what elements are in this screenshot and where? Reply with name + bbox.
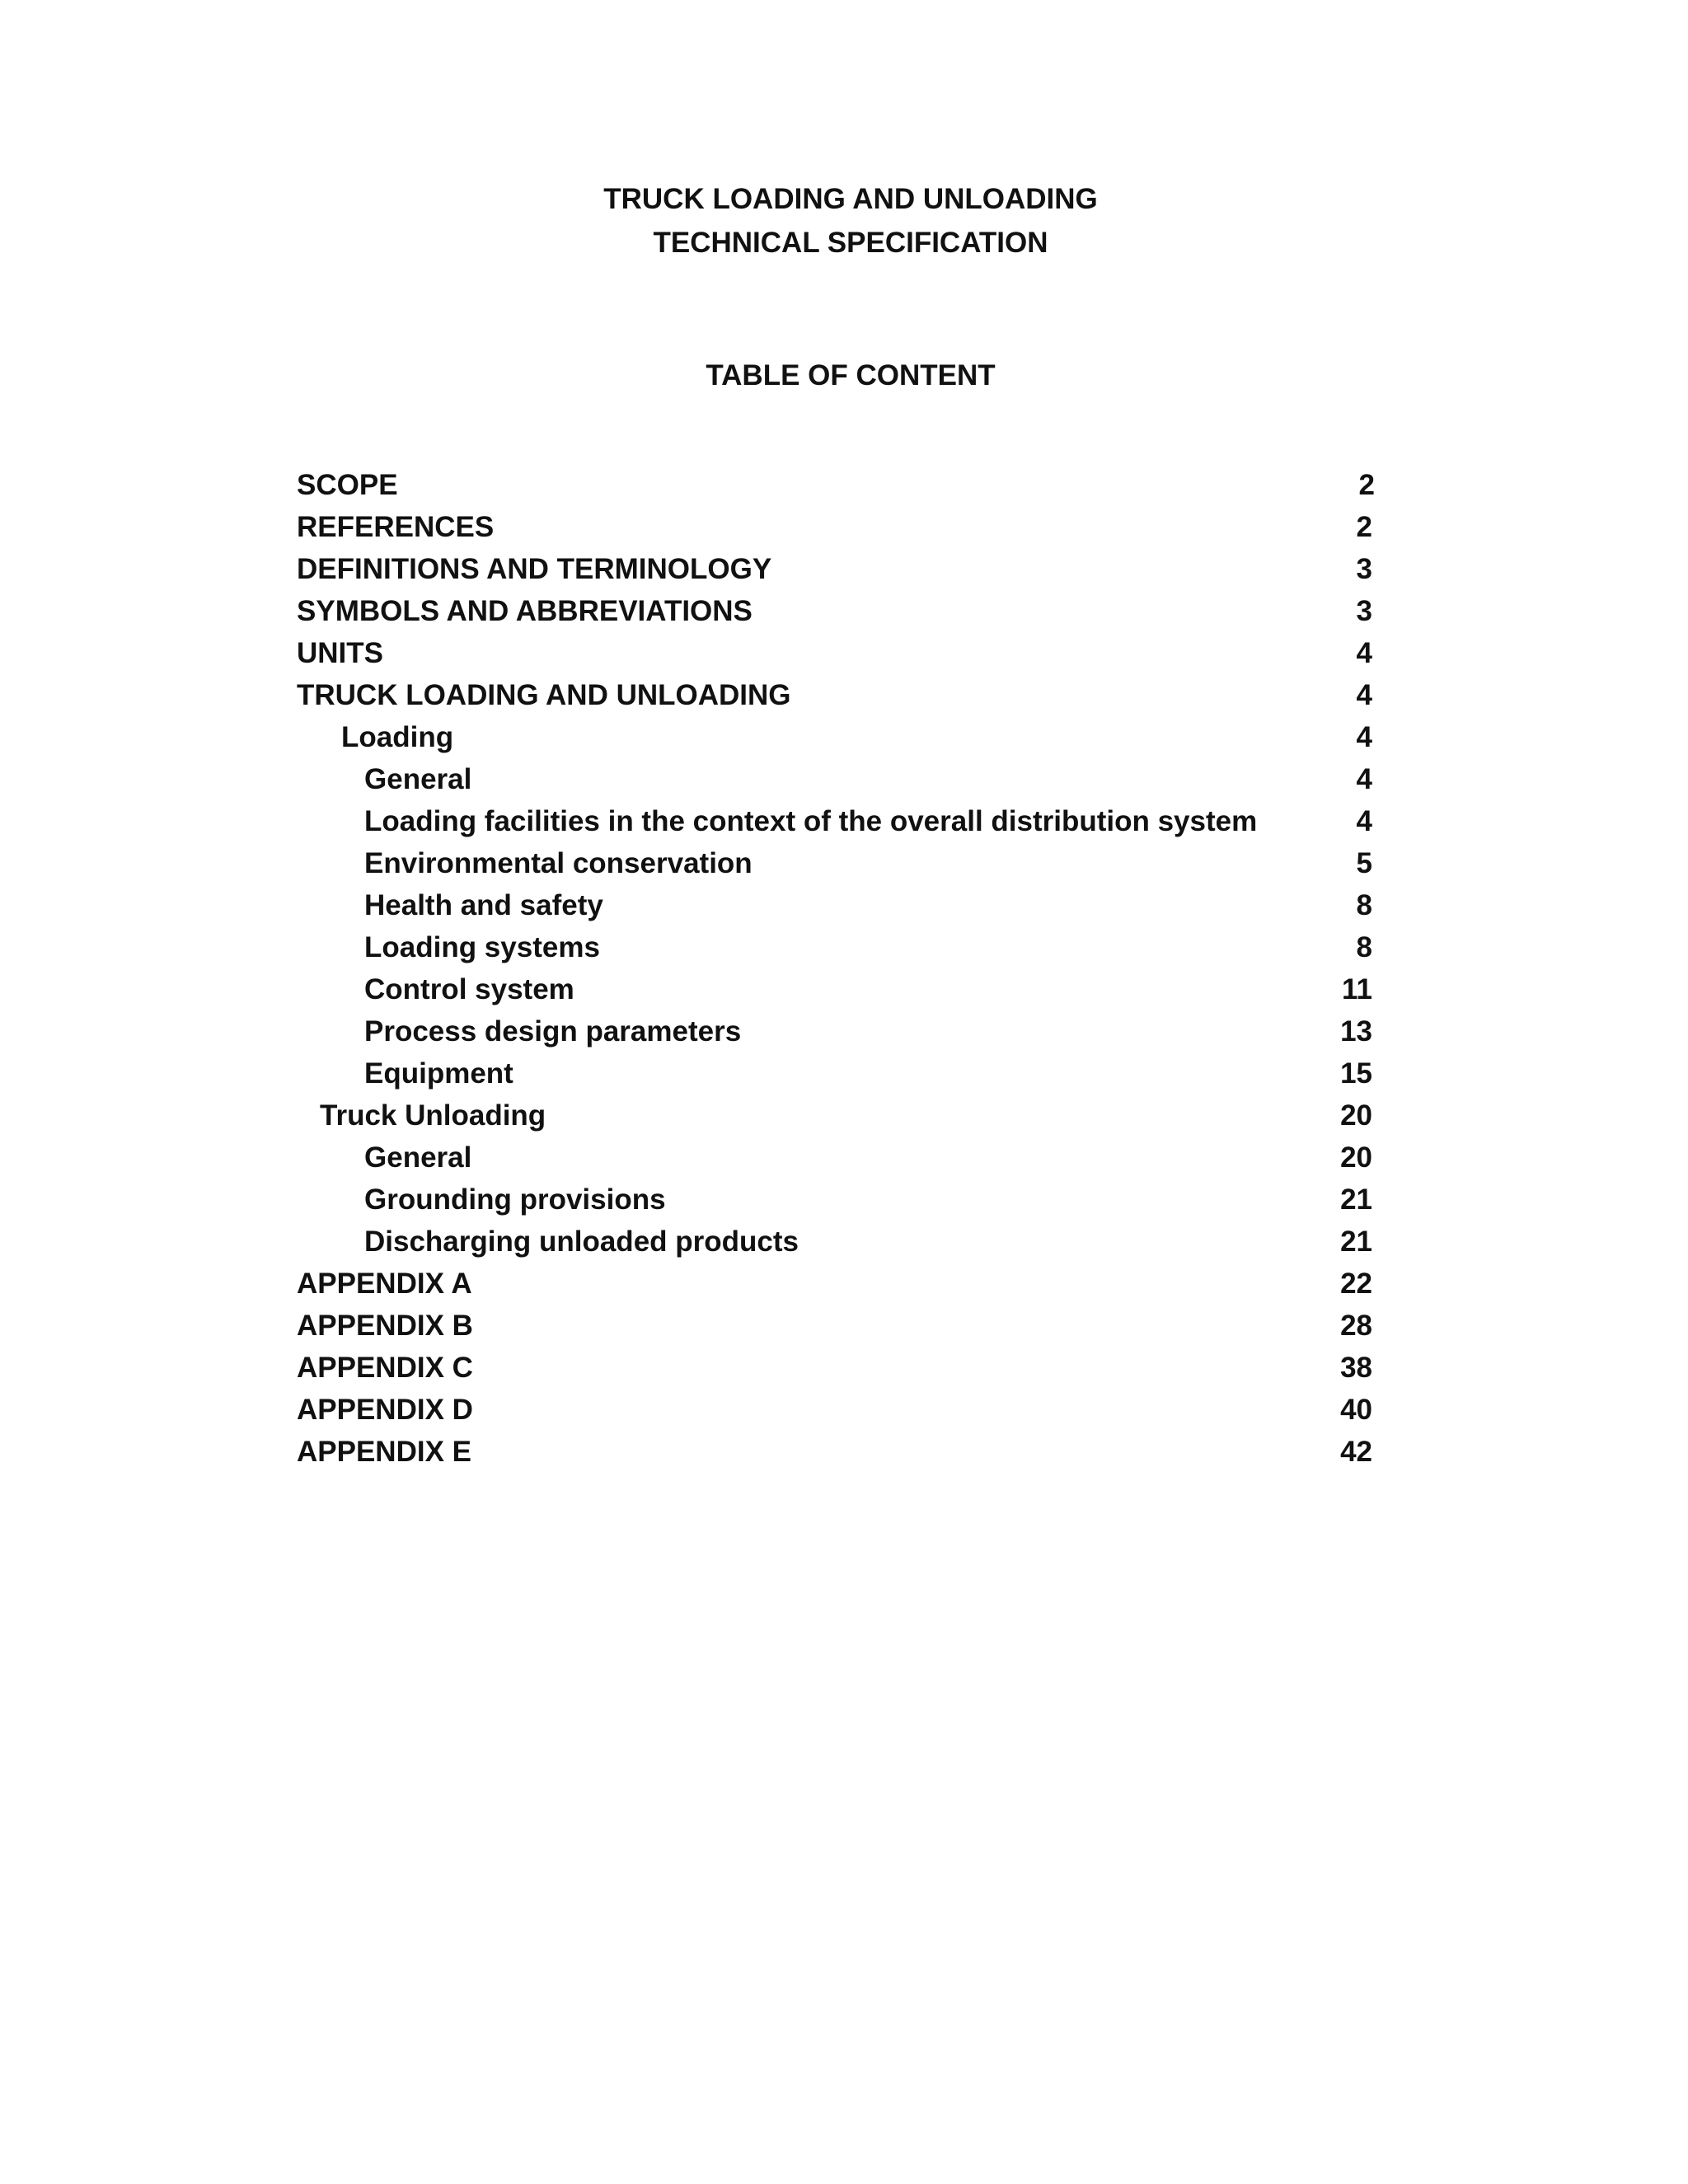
toc-entry-page: 2 — [1358, 469, 1375, 501]
toc-entry-page: 11 — [1342, 973, 1372, 1005]
toc-entry-page: 28 — [1340, 1310, 1372, 1342]
toc-entry-appendix-e[interactable] — [0, 1431, 1688, 1473]
toc-entry-page: 13 — [1340, 1015, 1372, 1047]
toc-entry-label: Discharging unloaded products — [364, 1226, 799, 1258]
toc-entry-appendix-c[interactable] — [0, 1347, 1688, 1389]
toc-entry-page: 2 — [1356, 511, 1372, 543]
toc-entry-label: APPENDIX C — [297, 1352, 473, 1384]
toc-entry-loading-general[interactable] — [0, 758, 1688, 800]
toc-entry-page: 42 — [1340, 1436, 1372, 1468]
toc-entry-references[interactable] — [0, 506, 1688, 548]
toc-entry-loading[interactable] — [0, 716, 1688, 758]
toc-entry-page: 21 — [1340, 1183, 1372, 1216]
toc-entry-page: 8 — [1356, 931, 1372, 963]
toc-entry-label: General — [364, 1141, 472, 1174]
toc-entry-label: Grounding provisions — [364, 1183, 666, 1216]
toc-entry-appendix-b[interactable] — [0, 1305, 1688, 1347]
toc-entry-label: Loading systems — [364, 931, 600, 963]
toc-entry-page: 4 — [1356, 805, 1372, 837]
toc-entry-label: Health and safety — [364, 889, 603, 921]
toc-entry-truck-loading-unloading[interactable] — [0, 674, 1688, 716]
toc-entry-page: 20 — [1340, 1099, 1372, 1132]
toc-entry-page: 4 — [1356, 679, 1372, 711]
toc-entry-label: Loading facilities in the context of the overall distribution system — [364, 805, 1258, 837]
toc-entry-loading-systems[interactable] — [0, 926, 1688, 968]
toc-entry-label: Truck Unloading — [320, 1099, 546, 1132]
toc-entry-label: REFERENCES — [297, 511, 495, 543]
toc-entry-discharging-products[interactable] — [0, 1221, 1688, 1263]
toc-entry-page: 4 — [1356, 721, 1372, 753]
toc-entry-label: SCOPE — [297, 469, 398, 501]
toc-entry-label: Loading — [341, 721, 454, 753]
toc-entry-label: APPENDIX D — [297, 1394, 473, 1426]
toc-entry-loading-facilities[interactable] — [0, 800, 1688, 842]
toc-entry-label: APPENDIX B — [297, 1310, 473, 1342]
toc-entry-definitions[interactable] — [0, 548, 1688, 590]
toc-entry-health-safety[interactable] — [0, 884, 1688, 926]
toc-entry-label: TRUCK LOADING AND UNLOADING — [297, 679, 791, 711]
toc-entry-label: Environmental conservation — [364, 847, 753, 879]
toc-entry-page: 20 — [1340, 1141, 1372, 1174]
toc-entry-label: Process design parameters — [364, 1015, 742, 1047]
toc-entry-page: 5 — [1356, 847, 1372, 879]
toc-entry-page: 3 — [1356, 595, 1372, 627]
toc-entry-label: APPENDIX A — [297, 1268, 472, 1300]
toc-entry-appendix-a[interactable] — [0, 1263, 1688, 1305]
toc-entry-label: APPENDIX E — [297, 1436, 471, 1468]
toc-entry-process-design-parameters[interactable] — [0, 1010, 1688, 1052]
toc-entry-page: 38 — [1340, 1352, 1372, 1384]
toc-entry-label: General — [364, 763, 472, 795]
toc-entry-label: UNITS — [297, 637, 383, 669]
toc-entry-label: Equipment — [364, 1057, 513, 1090]
toc-entry-page: 22 — [1340, 1268, 1372, 1300]
toc-entry-scope[interactable] — [0, 464, 1688, 506]
toc-entry-label: DEFINITIONS AND TERMINOLOGY — [297, 553, 772, 585]
toc-heading: TABLE OF CONTENT — [706, 359, 996, 391]
table-of-contents — [0, 464, 1688, 1473]
toc-entry-unloading-general[interactable] — [0, 1137, 1688, 1179]
toc-entry-page: 3 — [1356, 553, 1372, 585]
toc-entry-environmental-conservation[interactable] — [0, 842, 1688, 884]
toc-entry-appendix-d[interactable] — [0, 1389, 1688, 1431]
toc-entry-symbols[interactable] — [0, 590, 1688, 632]
toc-entry-page: 4 — [1356, 637, 1372, 669]
toc-entry-page: 40 — [1340, 1394, 1372, 1426]
toc-entry-page: 4 — [1356, 763, 1372, 795]
toc-entry-page: 8 — [1356, 889, 1372, 921]
toc-entry-label: SYMBOLS AND ABBREVIATIONS — [297, 595, 753, 627]
toc-entry-truck-unloading[interactable] — [0, 1094, 1688, 1137]
toc-entry-label: Control system — [364, 973, 574, 1005]
toc-entry-equipment[interactable] — [0, 1052, 1688, 1094]
toc-entry-page: 21 — [1340, 1226, 1372, 1258]
document-title-line-1: TRUCK LOADING AND UNLOADING — [603, 183, 1098, 215]
toc-entry-page: 15 — [1340, 1057, 1372, 1090]
document-title-line-2: TECHNICAL SPECIFICATION — [653, 227, 1048, 259]
toc-entry-units[interactable] — [0, 632, 1688, 674]
toc-entry-grounding-provisions[interactable] — [0, 1179, 1688, 1221]
toc-entry-control-system[interactable] — [0, 968, 1688, 1010]
